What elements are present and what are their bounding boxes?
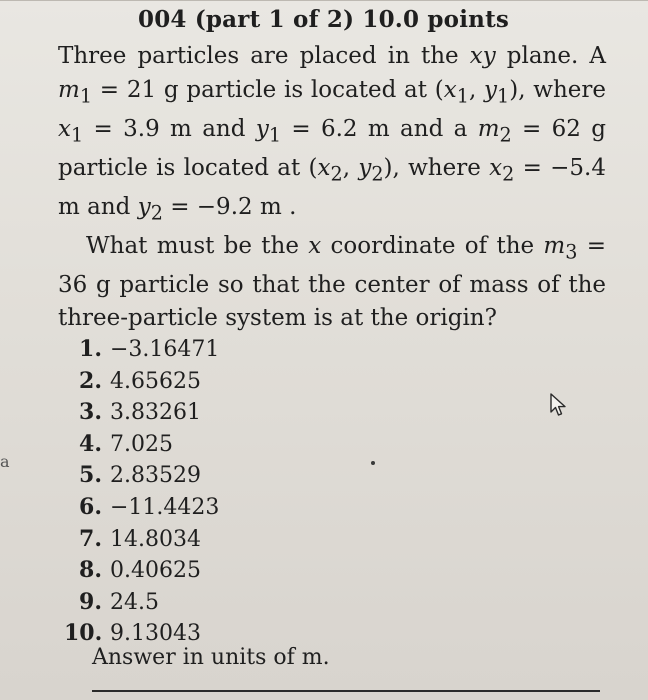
- choice-6[interactable]: 6. −11.4423: [64, 492, 219, 524]
- choice-value: 0.40625: [110, 558, 201, 584]
- choice-value: 4.65625: [110, 368, 201, 394]
- problem-header: 004 (part 1 of 2) 10.0 points: [138, 6, 510, 33]
- mouse-cursor-icon: [548, 392, 570, 418]
- choice-7[interactable]: 7. 14.8034: [64, 524, 219, 556]
- problem-statement: [58, 40, 606, 336]
- choice-value: 7.025: [110, 431, 173, 457]
- stray-dot: [371, 461, 375, 465]
- problem-question: What must be the x coordinate of the $m_3 = 36$ g particle so that the center of mass of the three-particle system is at the origin?: [58, 232, 606, 332]
- top-rule: [0, 0, 648, 1]
- choice-2[interactable]: 2. 4.65625: [64, 366, 219, 398]
- edge-mark: a: [0, 452, 10, 471]
- choice-4[interactable]: 4. 7.025: [64, 429, 219, 461]
- choice-5[interactable]: 5. 2.83529: [64, 460, 219, 492]
- answer-line[interactable]: [92, 690, 600, 692]
- answer-choices: [64, 334, 219, 650]
- choice-value: 2.83529: [110, 463, 201, 489]
- choice-9[interactable]: 9. 24.5: [64, 587, 219, 619]
- choice-value: 3.83261: [110, 400, 201, 426]
- choice-1[interactable]: 1. −3.16471: [64, 334, 219, 366]
- problem-setup: Three particles are placed in the xy plane. A $m_1 = 21$ g particle is located at ($x_1$, $y_1$), where $x_1 = 3.9$ m and $y_1 = 6.2$ m and a $m_2 = 62$ g particle is located at ($x_2$, $y_2$), where $x_2 = -5.4$ m and $y_2 = -9.2$ m .: [58, 43, 607, 225]
- units-note: Answer in units of m.: [92, 645, 330, 670]
- choice-value: 14.8034: [110, 526, 201, 552]
- choice-value: −3.16471: [110, 337, 220, 362]
- choice-value: −11.4423: [110, 494, 220, 520]
- choice-value: 24.5: [110, 589, 159, 615]
- choice-10[interactable]: 10. 9.13043: [64, 618, 219, 650]
- choice-8[interactable]: 8. 0.40625: [64, 555, 219, 587]
- choice-3[interactable]: 3. 3.83261: [64, 397, 219, 429]
- choice-value: 9.13043: [110, 621, 201, 647]
